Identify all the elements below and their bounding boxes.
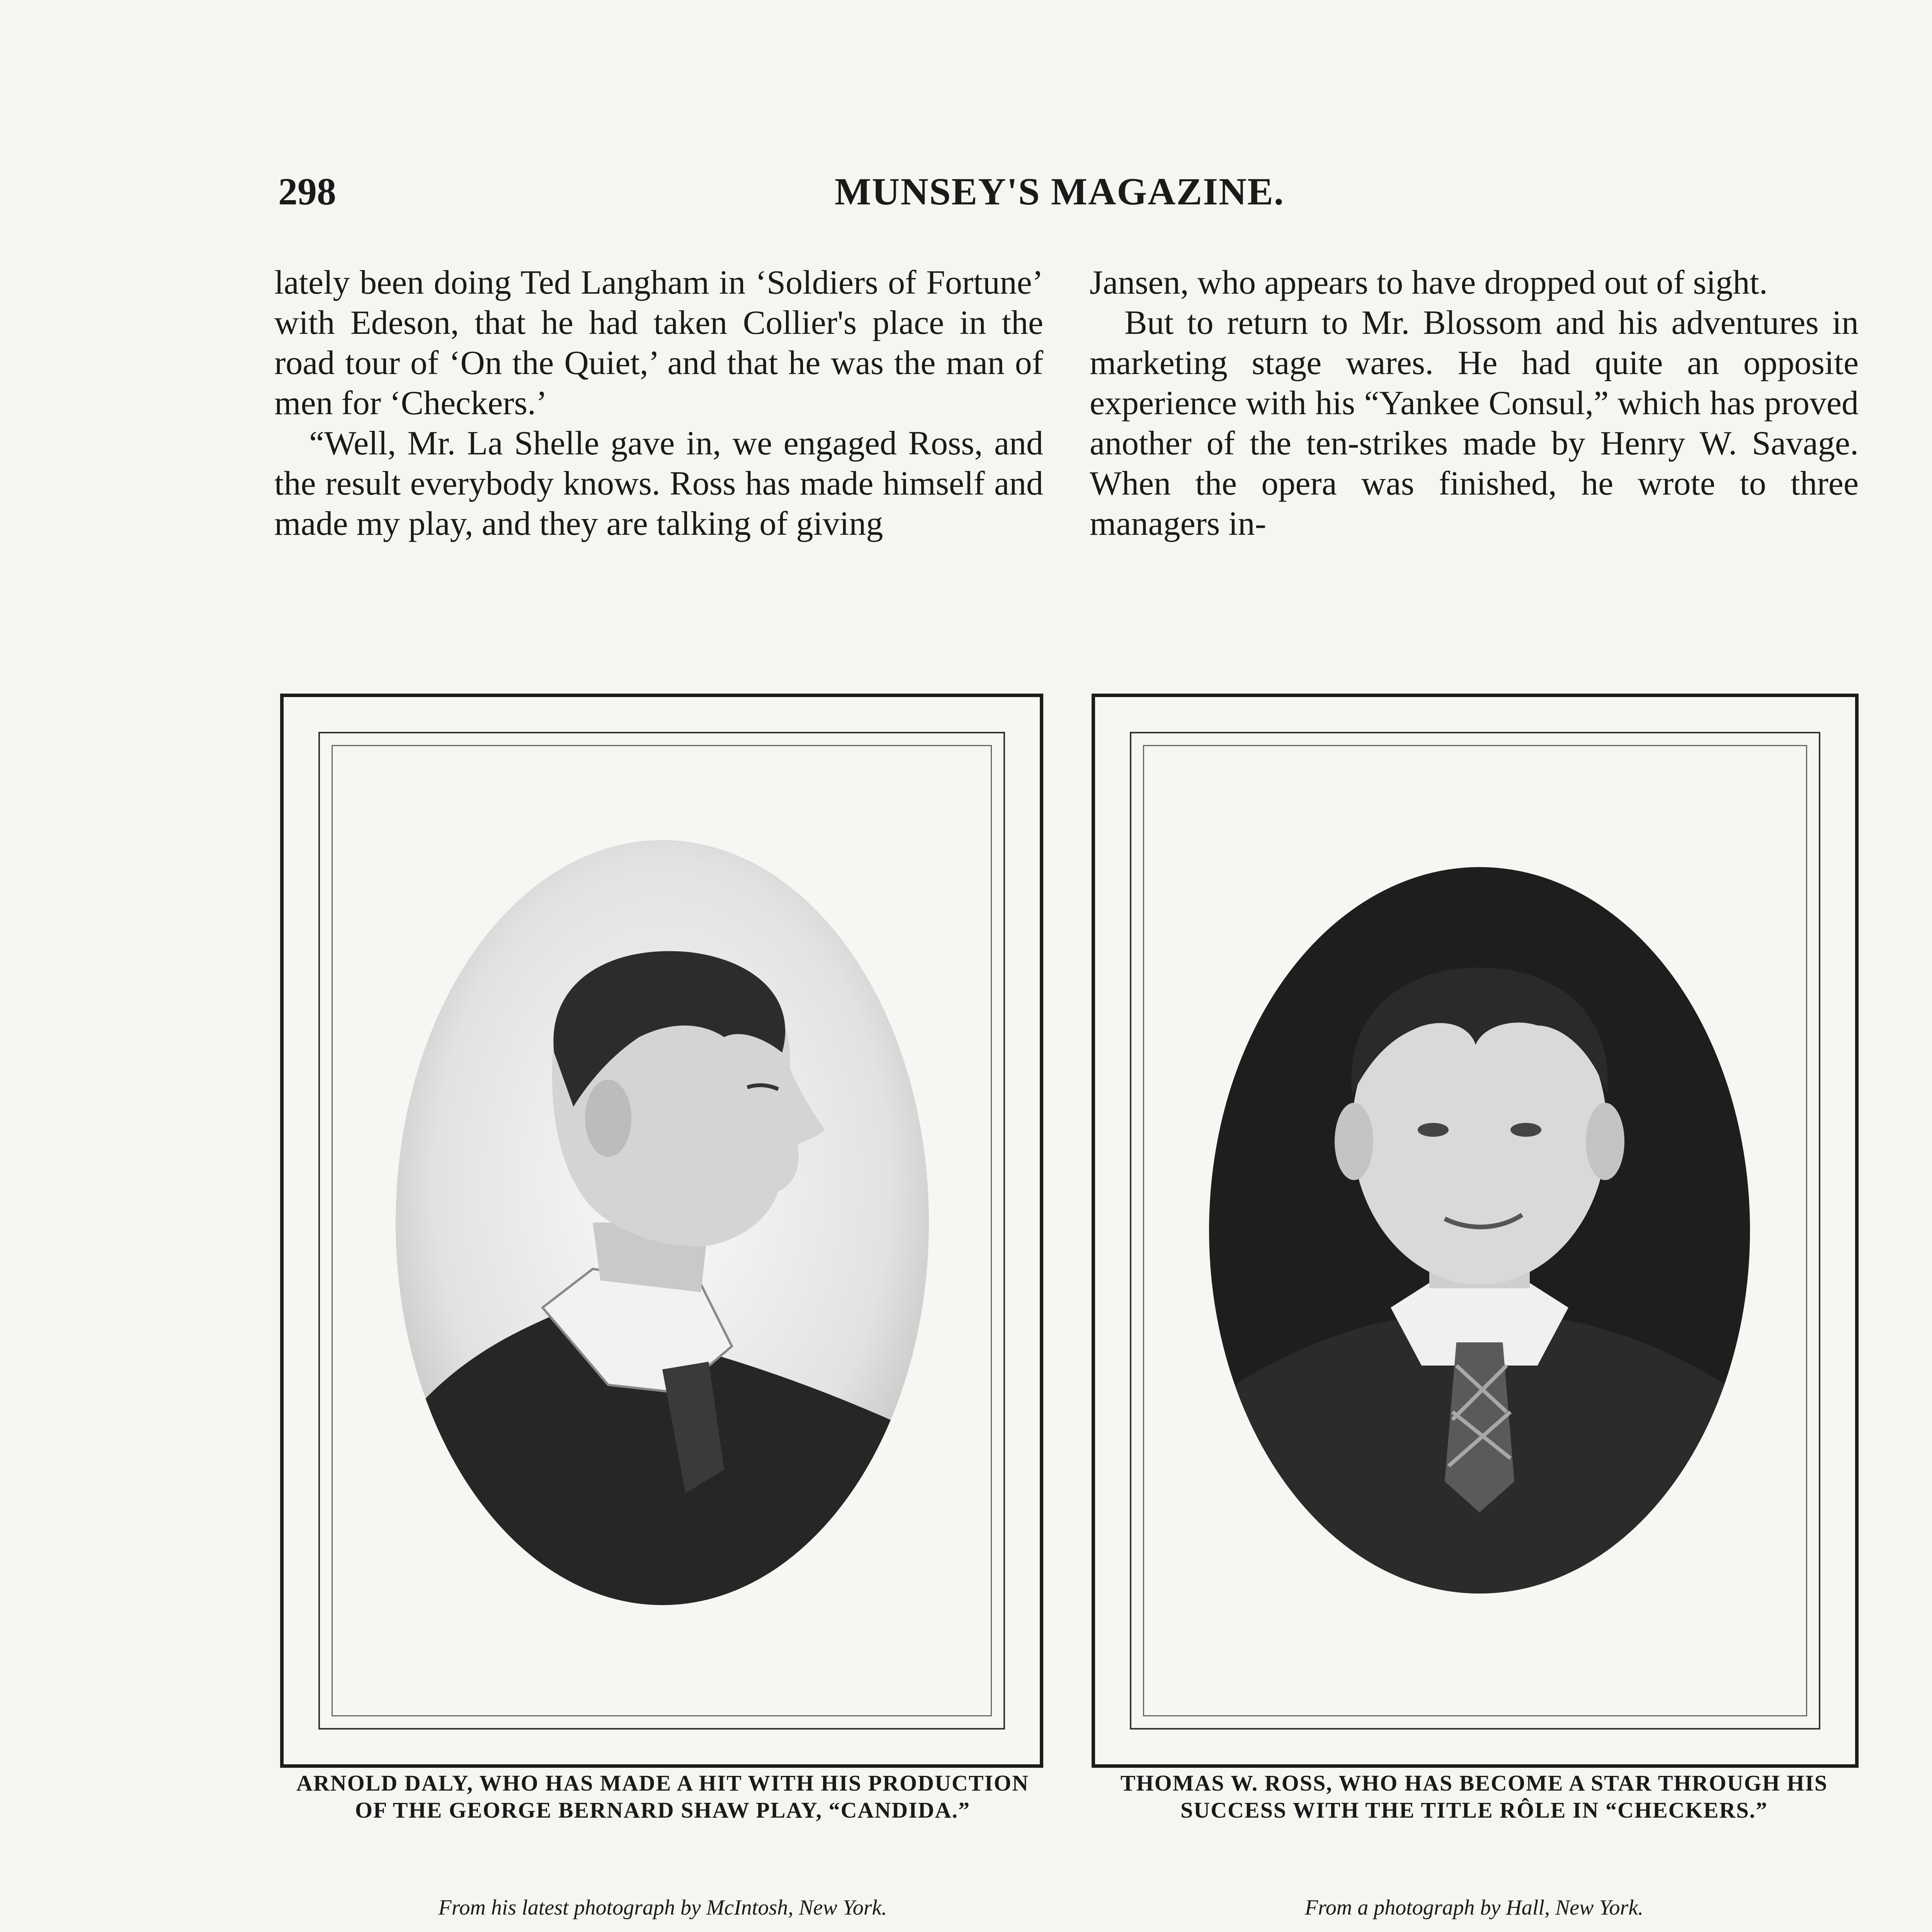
text-column-top-right	[1090, 263, 1859, 630]
text-column-top-left	[274, 263, 1043, 630]
paragraph: lately been doing Ted Langham in ‘Soldiers of Fortune’ with Edeson, that he had taken Collier's place in the road tour of ‘On the Quiet,’ and that he was the man of men for ‘Checkers.’	[274, 264, 1043, 422]
paragraph: “Well, Mr. La Shelle gave in, we engaged Ross, and the result everybody knows. Ross has made himself and made my play, and they are talking of giving	[274, 425, 1043, 543]
paragraph: But to return to Mr. Blossom and his adventures in marketing stage wares. He had quite an opposite experience with his “Yankee Consul,” which has proved another of the ten-strikes made by Henry W. Savage. When the opera was finished, he wrote to three managers in-	[1090, 304, 1859, 543]
photo-credit-left: From his latest photograph by McIntosh, New York.	[438, 1896, 887, 1920]
paragraph: Jansen, who appears to have dropped out of sight.	[1090, 264, 1768, 301]
portrait-frame-left	[280, 694, 1043, 1768]
figure-caption-right: THOMAS W. ROSS, WHO HAS BECOME A STAR THROUGH HIS SUCCESS WITH THE TITLE RÔLE IN “CHECKERS.”	[1120, 1770, 1828, 1823]
figure-caption-left: ARNOLD DALY, WHO HAS MADE A HIT WITH HIS PRODUCTION OF THE GEORGE BERNARD SHAW PLAY, “CANDIDA.”	[296, 1770, 1029, 1823]
portrait-frame-right	[1092, 694, 1859, 1768]
page-number: 298	[278, 170, 336, 213]
portrait-photo-right	[1205, 863, 1754, 1597]
portrait-photo-left	[392, 836, 933, 1609]
photo-credit-right: From a photograph by Hall, New York.	[1304, 1896, 1644, 1920]
running-head: MUNSEY'S MAGAZINE.	[835, 170, 1284, 213]
